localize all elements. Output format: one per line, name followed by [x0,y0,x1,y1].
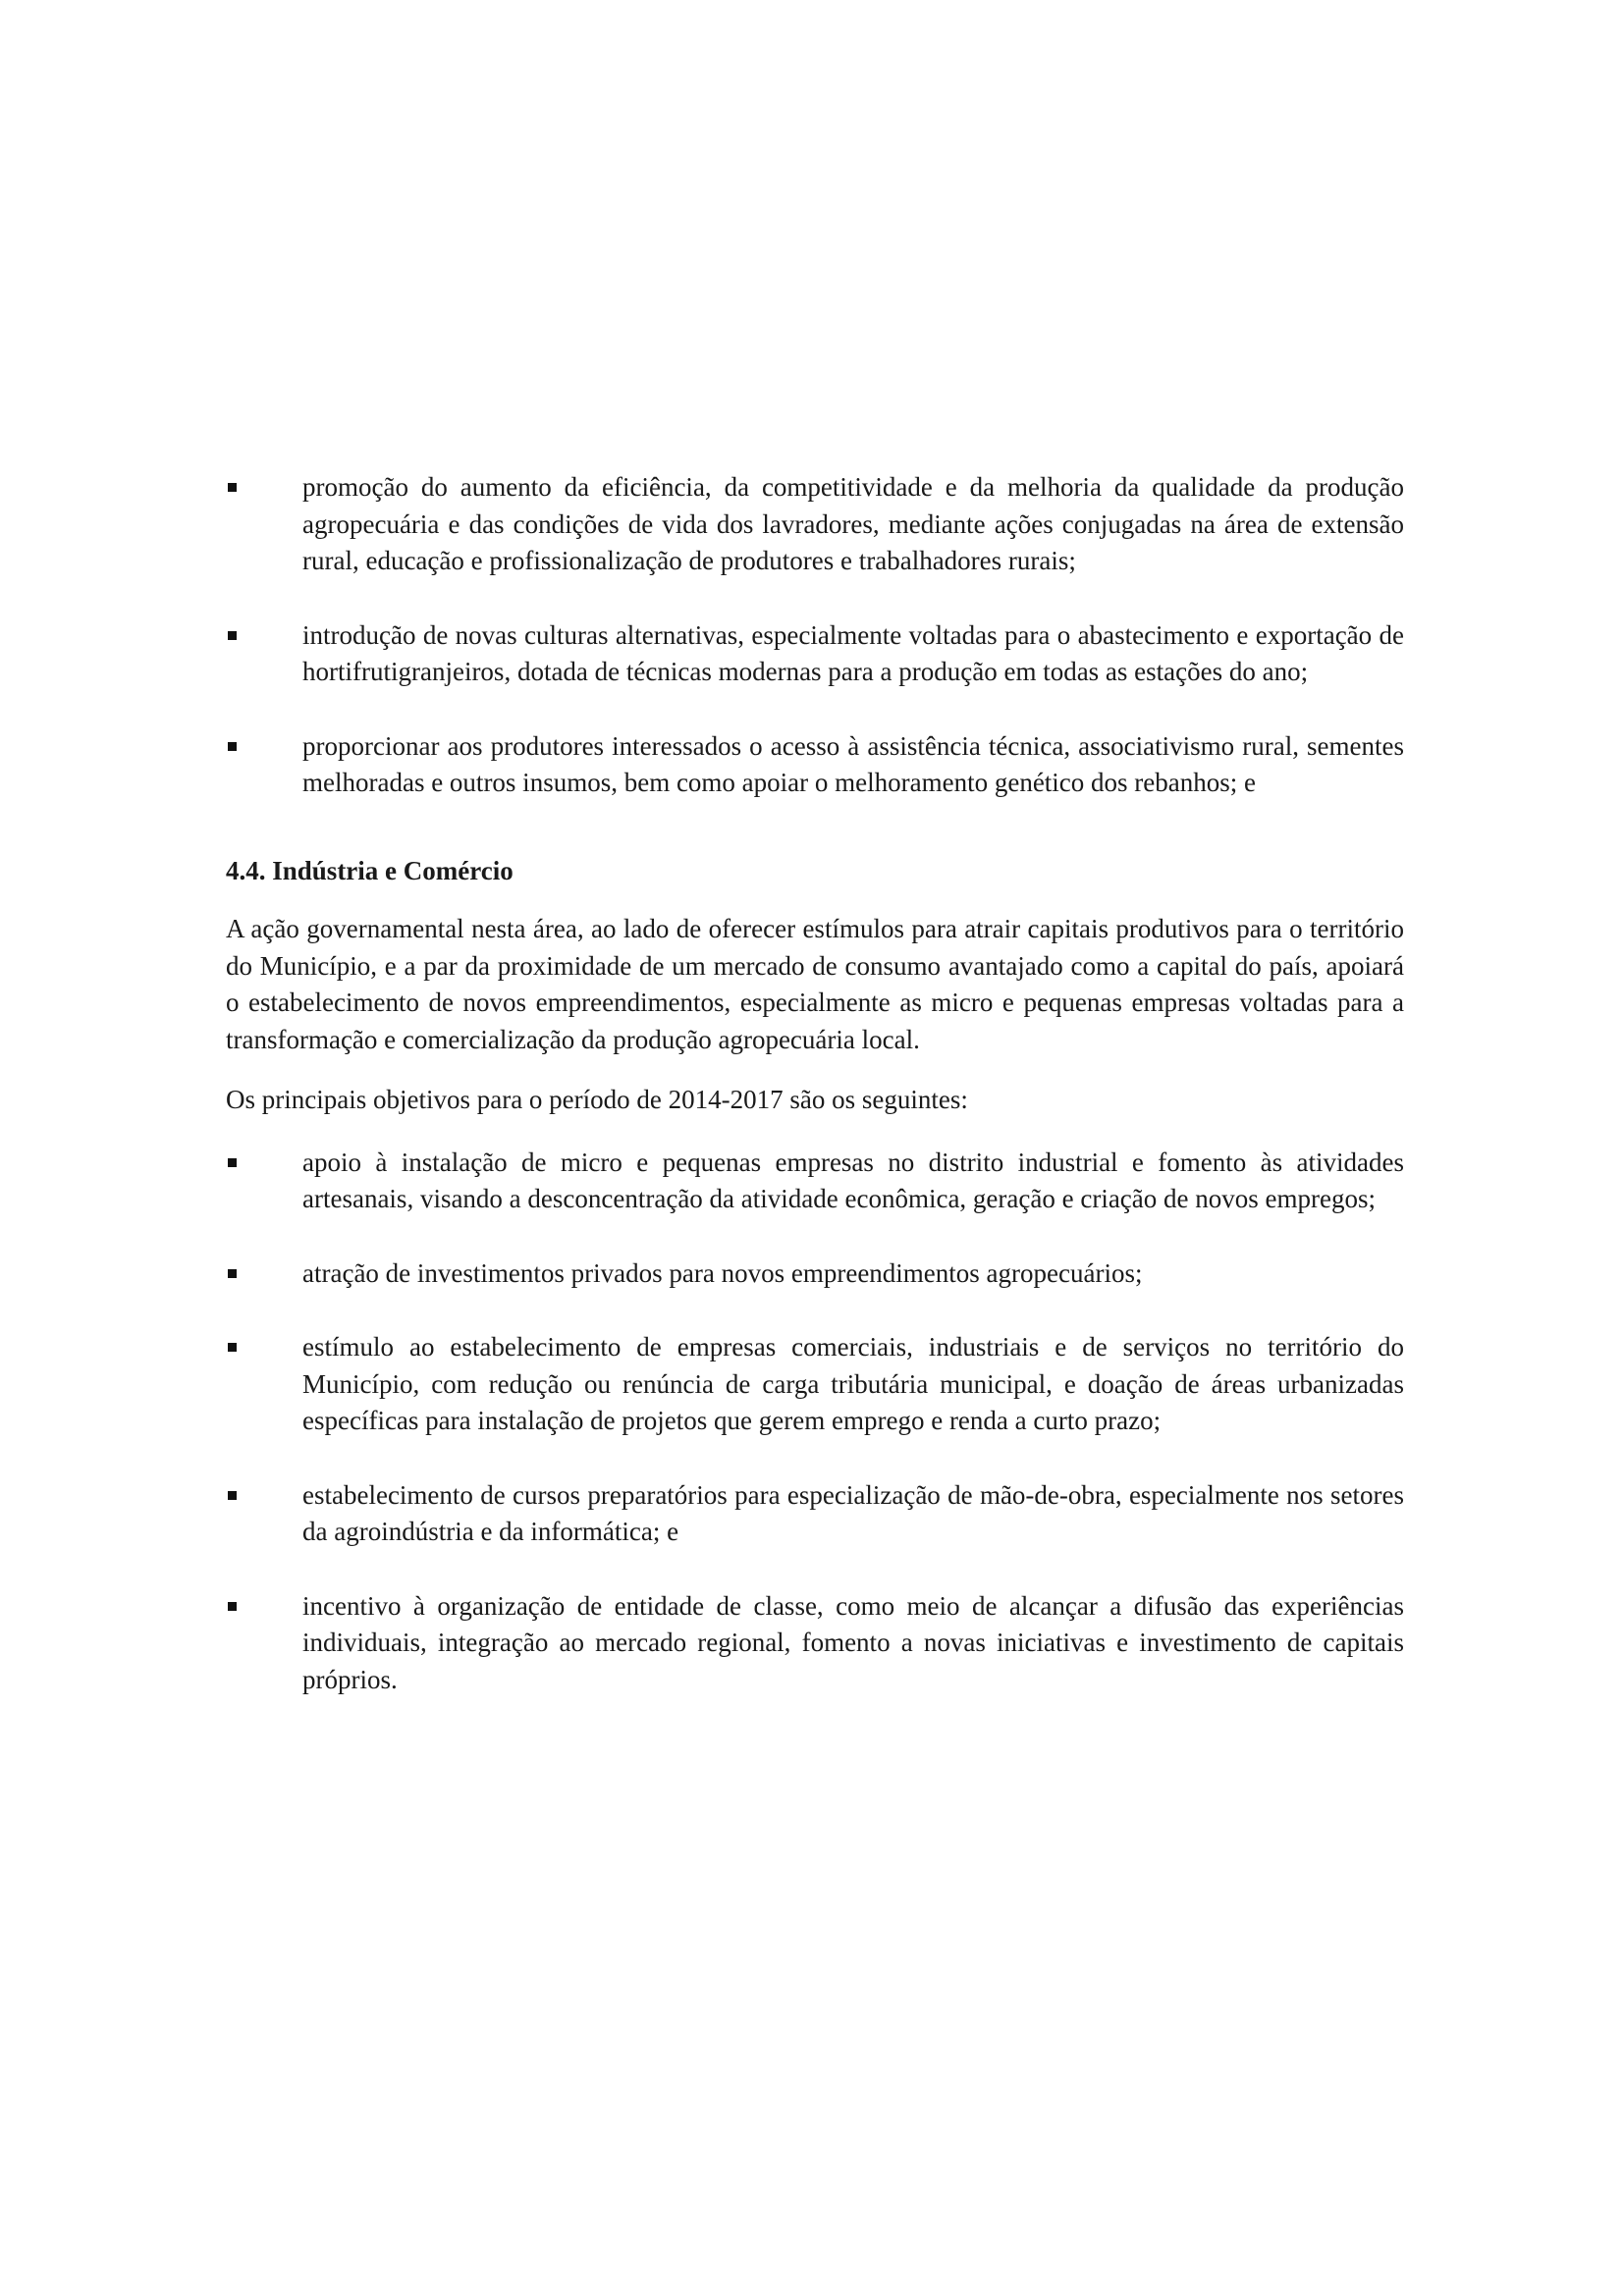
square-bullet-icon [228,483,237,492]
list-item [226,1145,1404,1218]
square-bullet-icon [228,1602,237,1611]
objectives-intro: Os principais objetivos para o período de 2014-2017 são os seguintes: [226,1085,968,1114]
square-bullet-icon [228,1158,237,1167]
list-item-text: introdução de novas culturas alternativas, especialmente voltadas para o abastecimento e exportação de hortifrutigranjeiros, dotada de técnicas modernas para a produção em todas as estações do ano; [302,619,1404,686]
page-content [226,469,1404,1735]
square-bullet-icon [228,1343,237,1352]
list-item [226,1329,1404,1440]
list-item-text: atração de investimentos privados para novos empreendimentos agropecuários; [302,1257,1143,1288]
list-item [226,1477,1404,1551]
industry-objectives-list [226,1145,1404,1699]
list-item [226,1588,1404,1699]
list-item-text: estabelecimento de cursos preparatórios para especialização de mão-de-obra, especialmente nos setores da agroindústria e da informática; e [302,1479,1404,1546]
list-item-text: incentivo à organização de entidade de classe, como meio de alcançar a difusão das experiências individuais, integração ao mercado regional, fomento a novas iniciativas e investimento de capitais próprios. [302,1590,1404,1694]
list-item-text: estímulo ao estabelecimento de empresas comerciais, industriais e de serviços no território do Município, com redução ou renúncia de carga tributária municipal, e doação de áreas urbanizadas específicas para instalação de projetos que gerem emprego e renda a curto prazo; [302,1332,1404,1435]
list-item [226,469,1404,580]
list-item-text: proporcionar aos produtores interessados o acesso à assistência técnica, associativismo rural, sementes melhoradas e outros insumos, bem como apoiar o melhoramento genético dos rebanhos; e [302,730,1404,797]
list-item [226,728,1404,802]
square-bullet-icon [228,1491,237,1500]
list-item-text: promoção do aumento da eficiência, da competitividade e da melhoria da qualidade da produção agropecuária e das condições de vida dos lavradores, mediante ações conjugadas na área de extensão rural, educação e profissionalização de produtores e trabalhadores rurais; [302,472,1404,575]
list-item [226,617,1404,691]
list-item-text: apoio à instalação de micro e pequenas empresas no distrito industrial e fomento às atividades artesanais, visando a desconcentração da atividade econômica, geração e criação de novos empregos; [302,1147,1404,1213]
section-heading: 4.4. Indústria e Comércio [226,855,514,885]
section-paragraph: A ação governamental nesta área, ao lado de oferecer estímulos para atrair capitais produtivos para o território do Município, e a par da proximidade de um mercado de consumo avantajado como a capital do país, apoiará o estabelecimento de novos empreendimentos, especialmente as micro e pequenas empresas voltadas para a transformação e comercialização da produção agropecuária local. [226,914,1404,1054]
list-item [226,1255,1404,1293]
agriculture-objectives-list [226,469,1404,802]
square-bullet-icon [228,631,237,640]
square-bullet-icon [228,742,237,751]
square-bullet-icon [228,1269,237,1278]
